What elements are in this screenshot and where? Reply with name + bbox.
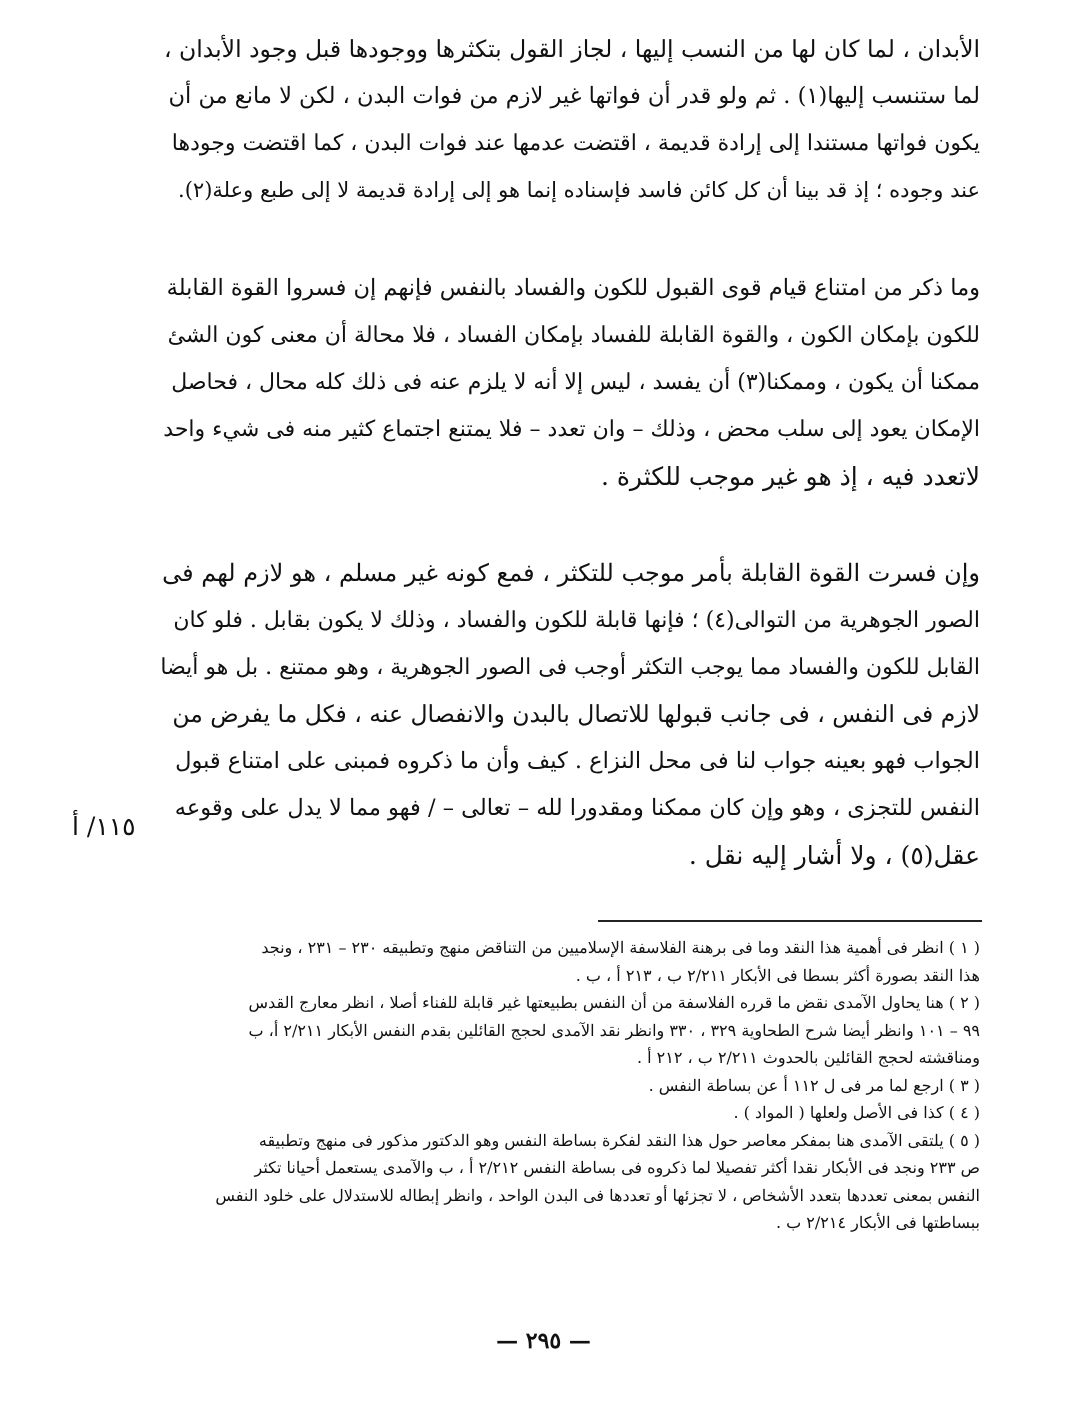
text-line: لما ستنسب إليها(١) . ثم ولو قدر أن فواتها غير لازم من فوات البدن ، لكن لا مانع من أن [168, 83, 980, 109]
footnote-line: هذا النقد بصورة أكثر بسطا فى الأبكار ٢/٢١١ ب ، ٢١٣ أ ، ب . [575, 965, 980, 985]
footnote-line: ومناقشته لحجج القائلين بالحدوث ٢/٢١١ ب ، ٢١٢ أ . [636, 1048, 980, 1067]
footnote-divider [598, 920, 982, 922]
text-line: لازم فى النفس ، فى جانب قبولها للاتصال بالبدن والانفصال عنه ، فكل ما يفرض من [172, 700, 980, 728]
paragraph-1 [160, 26, 980, 214]
text-line: يكون فواتها مستندا إلى إرادة قديمة ، اقتضت عدمها عند فوات البدن ، كما اقتضت وجودها [171, 131, 980, 156]
text-line: عقل(٥) ، ولا أشار إليه نقل . [688, 841, 980, 870]
text-line: ممكنا أن يكون ، وممكنا(٣) أن يفسد ، ليس إلا أنه لا يلزم عنه فى ذلك كله محال ، فحاصل [171, 370, 980, 395]
text-line: للكون بإمكان الكون ، والقوة القابلة للفساد بإمكان الفساد ، فلا محالة أن معنى كون الشئ [167, 323, 980, 348]
footnote-line: ( ٢ ) هنا يحاول الآمدى نقض ما قرره الفلاسفة من أن النفس بطبيعتها غير قابلة للفناء أصلا ، انظر معارج القدس [248, 993, 980, 1012]
text-line: الأبدان ، لما كان لها من النسب إليها ، لجاز القول بتكثرها ووجودها قبل وجود الأبدان ، [163, 35, 980, 63]
page-number: — ٢٩٥ — [496, 1328, 591, 1354]
paragraph-2 [160, 265, 980, 500]
manuscript-folio-marker: ١١٥/ أ [72, 812, 136, 841]
footnote-line: ٩٩ – ١٠١ وانظر أيضا شرح الطحاوية ٣٢٩ ، ٣٣٠ وانظر نقد الآمدى لحجج القائلين بقدم النفس الأبكار ٢/٢١١ أ، ب [248, 1020, 980, 1040]
text-line: القابل للكون والفساد مما يوجب التكثر أوجب فى الصور الجوهرية ، وهو ممتنع . بل هو أيضا [160, 655, 980, 680]
footnote-line: ( ١ ) انظر فى أهمية هذا النقد وما فى برهنة الفلاسفة الإسلاميين من التناقض منهج وتطبيقه ٢٣٠ – ٢٣١ ، ونجد [261, 938, 980, 957]
text-line: الجواب فهو بعينه جواب لنا فى محل النزاع . كيف وأن ما ذكروه فمبنى على امتناع قبول [175, 748, 980, 774]
text-line: عند وجوده ؛ إذ قد بينا أن كل كائن فاسد فإسناده إنما هو إلى إرادة قديمة لا إلى طبع وعلة(٢). [178, 178, 980, 202]
text-line: وما ذكر من امتناع قيام قوى القبول للكون والفساد بالنفس فإنهم إن فسروا القوة القابلة [166, 275, 980, 301]
paragraph-3 [160, 550, 980, 879]
footnote-line: النفس بمعنى تعددها بتعدد الأشخاص ، لا تجزئها أو تعددها فى البدن الواحد ، وانظر إبطاله للاستدلال على خلود النفس [215, 1185, 980, 1205]
text-line: الصور الجوهرية من التوالى(٤) ؛ فإنها قابلة للكون والفساد ، وذلك لا يكون بقابل . فلو كان [173, 608, 980, 633]
text-line: الإمكان يعود إلى سلب محض ، وذلك – وان تعدد – فلا يمتنع اجتماع كثير منه فى شيء واحد [163, 417, 980, 442]
footnote-line: ( ٣ ) ارجع لما مر فى ل ١١٢ أ عن بساطة النفس . [648, 1075, 980, 1095]
text-line: لاتعدد فيه ، إذ هو غير موجب للكثرة . [600, 462, 980, 491]
footnotes [160, 934, 980, 1237]
footnote-line: ( ٤ ) كذا فى الأصل ولعلها ( المواد ) . [733, 1103, 980, 1122]
text-line: النفس للتجزى ، وهو وإن كان ممكنا ومقدورا لله – تعالى – / فهو مما لا يدل على وقوعه [174, 795, 980, 821]
footnote-line: ببساطتها فى الأبكار ٢/٢١٤ ب . [775, 1213, 980, 1232]
footnote-line: ص ٢٣٣ ونجد فى الأبكار نقدا أكثر تفصيلا لما ذكروه فى بساطة النفس ٢/٢١٢ أ ، ب والآمدى يستعمل أحيانا تكثر [254, 1158, 980, 1177]
text-line: وإن فسرت القوة القابلة بأمر موجب للتكثر ، فمع كونه غير مسلم ، هو لازم لهم فى [162, 559, 980, 587]
footnote-line: ( ٥ ) يلتقى الآمدى هنا بمفكر معاصر حول هذا النقد لفكرة بساطة النفس وهو الدكتور مذكور فى منهج وتطبيقه [258, 1130, 980, 1150]
